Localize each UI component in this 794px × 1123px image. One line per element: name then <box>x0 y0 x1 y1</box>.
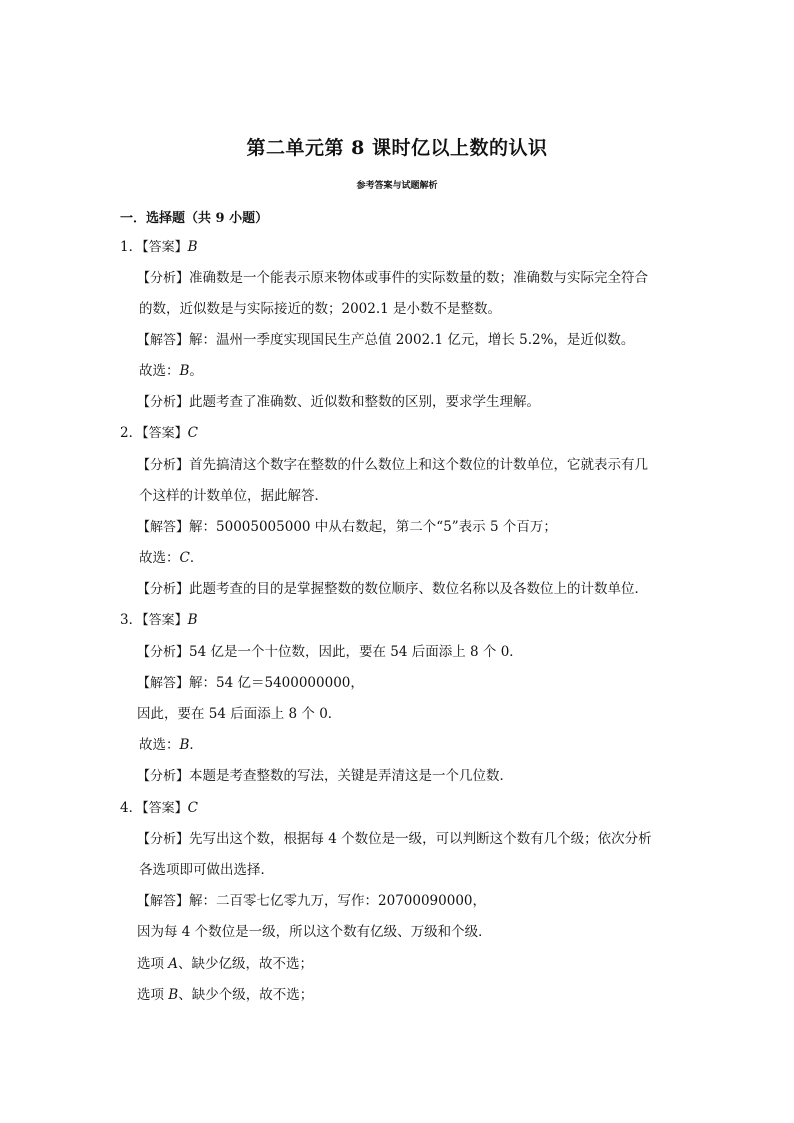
q4-number: 4． <box>120 800 143 816</box>
q3-analysis-tag: 【分析】 <box>137 645 190 660</box>
q2-choose-letter: C <box>179 550 190 566</box>
q1-solution-line <box>137 331 634 350</box>
q3-solution-line2: 因此，要在 54 后面添上 8 个 0． <box>137 706 342 722</box>
q2-analysis-line2: 个这样的计数单位，据此解答． <box>139 488 328 504</box>
q2-analysis-text: 首先搞清这个数字在整数的什么数位上和这个数位的计数单位，它就表示有几 <box>189 457 649 473</box>
q2-number: 2． <box>120 425 143 441</box>
q1-choose-line <box>139 362 203 380</box>
q4-answer-line <box>120 799 198 818</box>
q3-answer-value: B <box>187 612 198 628</box>
q4-option-a-letter: A <box>168 956 179 972</box>
q1-analysis-line2: 的数，近似数是与实际接近的数；2002.1 是小数不是整数。 <box>139 301 502 317</box>
q1-number: 1． <box>120 239 143 255</box>
q4-analysis-tag: 【分析】 <box>137 832 190 847</box>
q2-choose-line <box>139 549 203 567</box>
q2-solution-text: 解：50005005000 中从右数起，第二个“5”表示 5 个百万； <box>189 519 557 535</box>
q4-solution-tag: 【解答】 <box>137 894 190 909</box>
section-heading: 一．选择题（共 9 小题） <box>120 211 269 226</box>
q2-analysis-tag: 【分析】 <box>137 458 190 473</box>
q4-option-a-text: 、缺少亿级，故不选； <box>178 956 314 972</box>
q4-analysis-line <box>137 830 652 849</box>
q3-solution-line <box>137 674 364 693</box>
q4-option-b-text: 、缺少个级，故不选； <box>178 987 314 1003</box>
q3-number: 3． <box>120 612 143 628</box>
q4-option-b-prefix: 选项 <box>137 987 169 1003</box>
q2-review-tag: 【分析】 <box>137 582 190 597</box>
q1-choose-suffix: 。 <box>189 363 203 379</box>
q4-option-a-line <box>137 955 313 973</box>
q2-solution-tag: 【解答】 <box>137 520 190 535</box>
q1-review-text: 此题考查了准确数、近似数和整数的区别，要求学生理解。 <box>189 394 541 410</box>
q2-analysis-line <box>137 456 648 475</box>
q1-choose-prefix: 故选： <box>139 363 180 379</box>
q2-solution-line <box>137 518 557 537</box>
q1-review-tag: 【分析】 <box>137 395 190 410</box>
q1-analysis-line <box>137 269 648 288</box>
q1-answer-value: B <box>187 239 198 255</box>
q3-answer-line <box>120 611 198 630</box>
q4-answer-tag: 【答案】 <box>142 801 188 816</box>
q3-review-tag: 【分析】 <box>137 769 190 784</box>
q4-option-a-prefix: 选项 <box>137 956 169 972</box>
q2-choose-prefix: 故选： <box>139 550 180 566</box>
q2-answer-tag: 【答案】 <box>142 426 188 441</box>
q1-solution-tag: 【解答】 <box>137 333 190 348</box>
q2-choose-suffix: ． <box>189 550 204 566</box>
q3-analysis-text: 54 亿是一个十位数，因此，要在 54 后面添上 8 个 0． <box>189 644 523 660</box>
q3-review-text: 本题是考查整数的写法，关键是弄清这是一个几位数． <box>189 768 514 784</box>
q3-choose-prefix: 故选： <box>139 737 180 753</box>
q4-analysis-line2: 各选项即可做出选择． <box>139 862 274 878</box>
q4-solution-line <box>137 892 486 911</box>
q1-choose-letter: B <box>179 363 190 379</box>
q2-review-text: 此题考查的目的是掌握整数的数位顺序、数位名称以及各数位上的计数单位． <box>189 581 649 597</box>
q2-answer-value: C <box>187 425 198 441</box>
q1-solution-text: 解：温州一季度实现国民生产总值 2002.1 亿元，增长 5.2%，是近似数。 <box>189 332 635 348</box>
q4-answer-value: C <box>187 800 198 816</box>
q4-solution-line2: 因为每 4 个数位是一级，所以这个数有亿级、万级和个级． <box>137 924 492 940</box>
q3-choose-suffix: ． <box>189 737 203 753</box>
q3-answer-tag: 【答案】 <box>142 613 188 628</box>
q4-analysis-text: 先写出这个数，根据每 4 个数位是一级，可以判断这个数有几个级；依次分析 <box>189 831 652 847</box>
page-subtitle: 参考答案与试题解析 <box>356 181 438 191</box>
q3-choose-letter: B <box>179 737 190 753</box>
page-title: 第二单元第 8 课时亿以上数的认识 <box>246 137 548 159</box>
q1-answer-line <box>120 238 198 257</box>
q1-analysis-text: 准确数是一个能表示原来物体或事件的实际数量的数；准确数与实际完全符合 <box>189 270 649 286</box>
q4-option-b-letter: B <box>168 987 179 1003</box>
q3-solution-text: 解：54 亿＝5400000000， <box>189 675 364 691</box>
q1-answer-tag: 【答案】 <box>142 240 188 255</box>
q3-solution-tag: 【解答】 <box>137 676 190 691</box>
q2-review-line <box>137 580 648 599</box>
q3-choose-line <box>139 736 203 754</box>
q4-solution-text: 解：二百零七亿零九万，写作：20700090000， <box>189 893 486 909</box>
q4-option-b-line <box>137 986 313 1004</box>
q2-answer-line <box>120 424 198 443</box>
q1-review-line <box>137 393 540 412</box>
q3-analysis-line <box>137 643 523 662</box>
q1-analysis-tag: 【分析】 <box>137 271 190 286</box>
q3-review-line <box>137 767 513 786</box>
